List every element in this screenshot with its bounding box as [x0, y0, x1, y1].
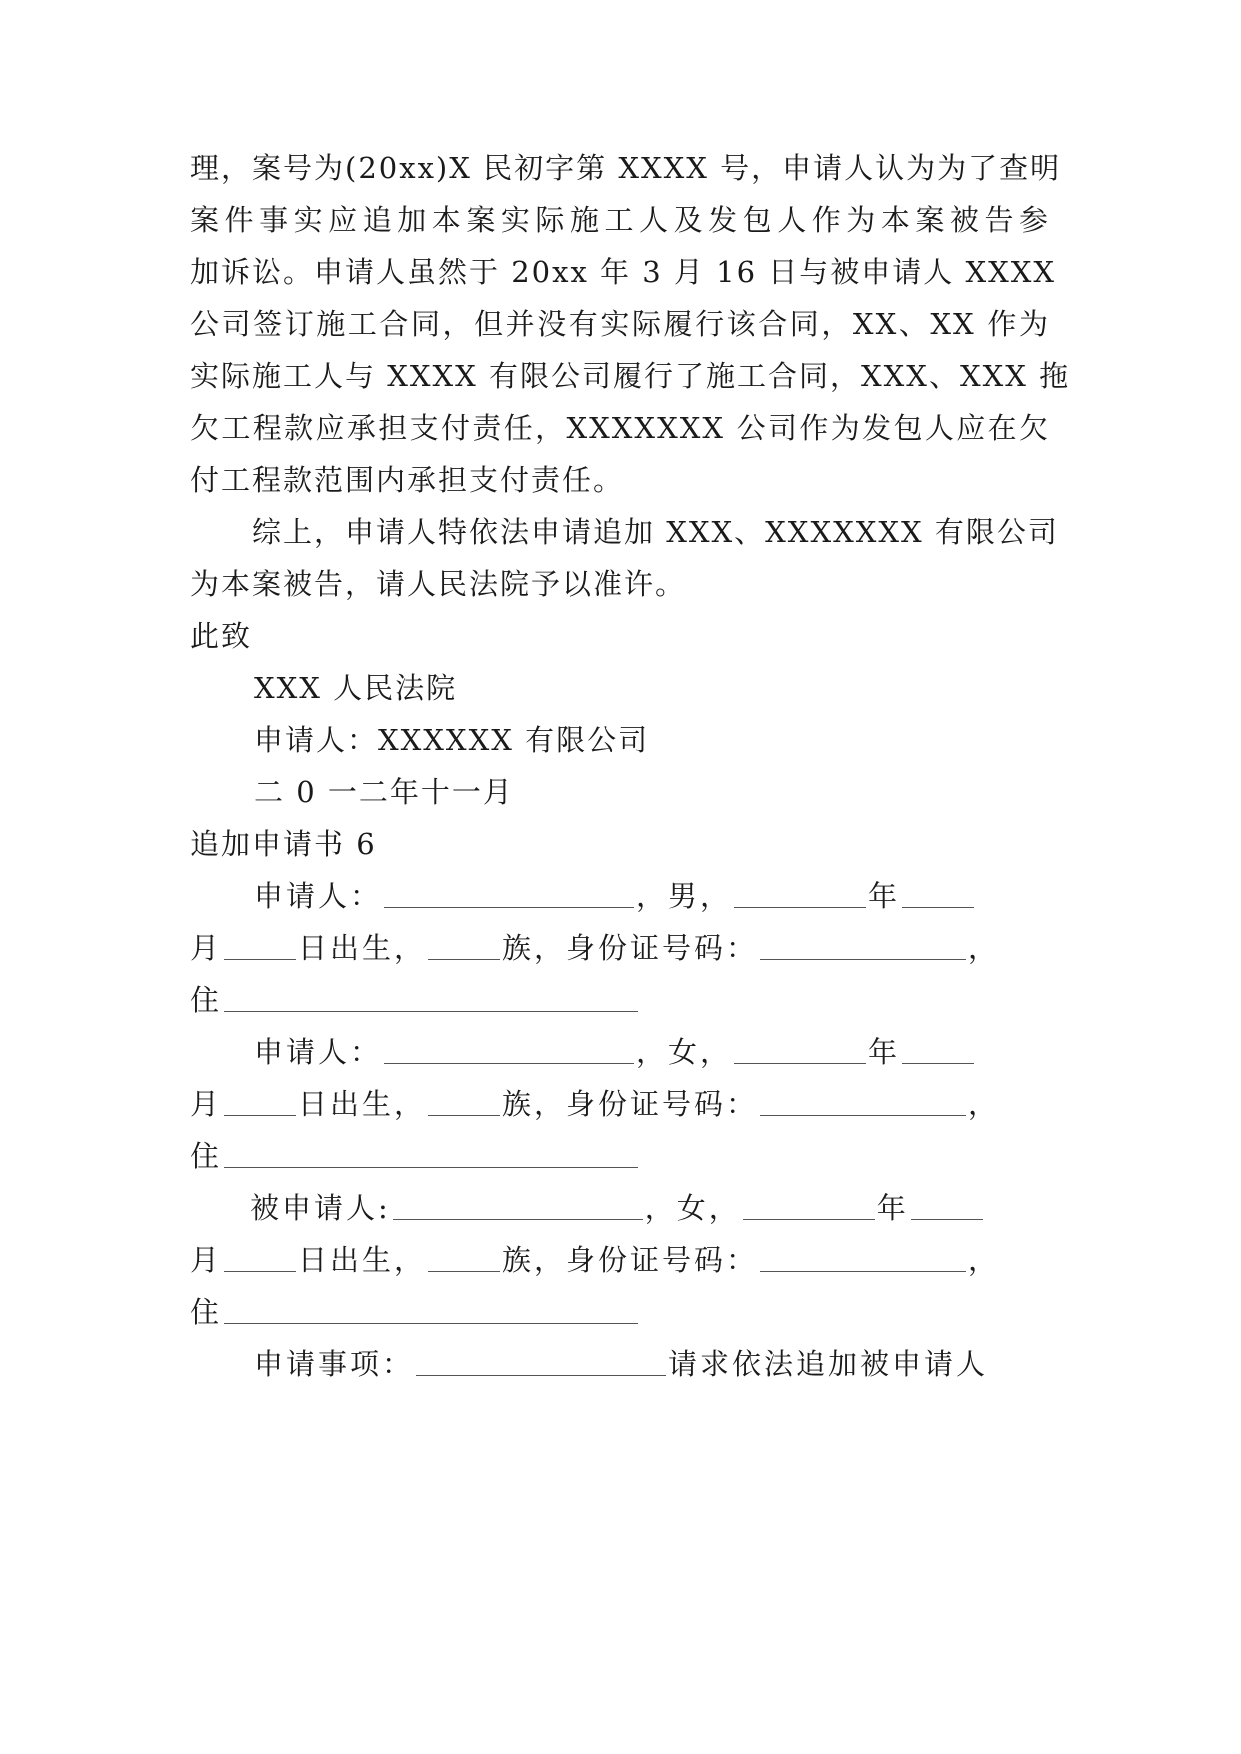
comma: ，	[968, 1087, 1001, 1121]
respondent-row3	[190, 1292, 1050, 1332]
day-field[interactable]	[224, 1245, 296, 1272]
month-field[interactable]	[902, 881, 974, 908]
document-date: 二 0 一二年十一月	[254, 775, 514, 809]
paragraph-line: 理，案号为(20xx)X 民初字第 XXXX 号，申请人认为为了查明	[190, 151, 1062, 185]
name-field[interactable]	[393, 1193, 643, 1220]
respondent-label: 被申请人:	[250, 1191, 391, 1225]
address-field[interactable]	[224, 985, 638, 1012]
paragraph-line: 加诉讼。申请人虽然于 20xx 年 3 月 16 日与被申请人 XXXX	[190, 255, 1057, 289]
name-field[interactable]	[384, 1037, 634, 1064]
month-label: 月	[190, 931, 223, 965]
id-label: 族，身份证号码：	[502, 1243, 759, 1277]
paragraph-line: 案件事实应追加本案实际施工人及发包人作为本案被告参	[190, 203, 1050, 237]
gender-text: ，女，	[644, 1191, 741, 1225]
applicant1-row2	[190, 928, 1050, 968]
birth-label: 日出生，	[298, 1087, 427, 1121]
paragraph-line: 付工程款范围内承担支付责任。	[190, 463, 625, 497]
respondent-row2	[190, 1240, 1050, 1280]
month-label: 月	[190, 1087, 223, 1121]
year-label: 年	[868, 879, 901, 913]
id-number-field[interactable]	[760, 933, 966, 960]
court-name: XXX 人民法院	[254, 671, 458, 705]
paragraph-line: 综上，申请人特依法申请追加 XXX、XXXXXXX 有限公司	[252, 515, 1059, 549]
salutation: 此致	[190, 619, 253, 653]
address-label: 住	[190, 983, 223, 1017]
request-text: 请求依法追加被申请人	[668, 1347, 989, 1381]
comma: ，	[968, 1243, 1001, 1277]
paragraph-line: 欠工程款应承担支付责任，XXXXXXX 公司作为发包人应在欠	[190, 411, 1050, 445]
address-label: 住	[190, 1139, 223, 1173]
id-label: 族，身份证号码：	[502, 931, 759, 965]
request-row	[190, 1344, 1050, 1384]
id-label: 族，身份证号码：	[502, 1087, 759, 1121]
birth-label: 日出生，	[298, 931, 427, 965]
request-field[interactable]	[416, 1349, 666, 1376]
respondent-row1	[190, 1188, 1050, 1228]
birth-label: 日出生，	[298, 1243, 427, 1277]
day-field[interactable]	[224, 1089, 296, 1116]
ethnicity-field[interactable]	[428, 933, 500, 960]
applicant1-row1	[190, 876, 1050, 916]
address-field[interactable]	[224, 1297, 638, 1324]
paragraph-line: 为本案被告，请人民法院予以准许。	[190, 567, 687, 601]
month-field[interactable]	[902, 1037, 974, 1064]
applicant2-row3	[190, 1136, 1050, 1176]
id-number-field[interactable]	[760, 1245, 966, 1272]
address-field[interactable]	[224, 1141, 638, 1168]
year-field[interactable]	[743, 1193, 875, 1220]
paragraph-line: 公司签订施工合同，但并没有实际履行该合同，XX、XX 作为	[190, 307, 1050, 341]
section-title: 追加申请书 6	[190, 827, 377, 861]
applicant1-row3	[190, 980, 1050, 1020]
address-label: 住	[190, 1295, 223, 1329]
month-label: 月	[190, 1243, 223, 1277]
applicant-label: 申请人：	[254, 1035, 383, 1069]
applicant-label: 申请人：	[254, 879, 383, 913]
name-field[interactable]	[384, 881, 634, 908]
request-label: 申请事项：	[254, 1347, 415, 1381]
comma: ，	[968, 931, 1001, 965]
gender-text: ，男，	[636, 879, 733, 913]
applicant-signature: 申请人：XXXXXX 有限公司	[254, 723, 650, 757]
year-label: 年	[868, 1035, 901, 1069]
applicant2-row1	[190, 1032, 1050, 1072]
year-field[interactable]	[734, 1037, 866, 1064]
gender-text: ，女，	[636, 1035, 733, 1069]
day-field[interactable]	[224, 933, 296, 960]
ethnicity-field[interactable]	[428, 1089, 500, 1116]
paragraph-line: 实际施工人与 XXXX 有限公司履行了施工合同，XXX、XXX 拖	[190, 359, 1071, 393]
applicant2-row2	[190, 1084, 1050, 1124]
month-field[interactable]	[911, 1193, 983, 1220]
year-label: 年	[876, 1191, 909, 1225]
ethnicity-field[interactable]	[428, 1245, 500, 1272]
year-field[interactable]	[734, 881, 866, 908]
id-number-field[interactable]	[760, 1089, 966, 1116]
